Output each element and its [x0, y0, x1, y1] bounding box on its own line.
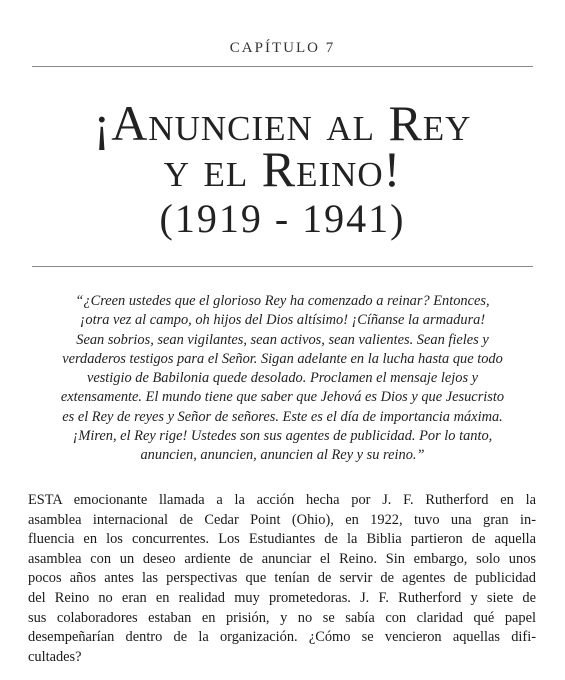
body-line: sus colaboradores estaban en prisión, y no se sabía con claridad qué papel	[28, 609, 536, 626]
body-line: del Reino no eran en realidad muy prometedoras. J. F. Rutherford y siete de	[28, 589, 536, 606]
quote-line: ¡Miren, el Rey rige! Ustedes son sus agentes de publicidad. Por lo tanto,	[72, 428, 493, 445]
chapter-title-line-1: ¡Anuncien al Rey	[93, 95, 472, 151]
body-paragraph	[28, 491, 536, 667]
body-line: pocos años antes las perspectivas que tenían de servir de agentes de publicidad	[28, 570, 536, 587]
body-line: asamblea internacional de Cedar Point (Ohio), en 1922, tuvo una gran in-	[28, 511, 536, 528]
quote-line: extensamente. El mundo tiene que saber que Jehová es Dios y que Jesucristo	[60, 389, 505, 406]
body-line: asamblea con un deseo ardiente de anunciar el Reino. Sin embargo, solo unos	[28, 550, 536, 567]
quote-line: es el Rey de reyes y Señor de señores. Este es el día de importancia máxima.	[62, 408, 503, 425]
body-line: desempeñarían dentro de la organización. ¿Cómo se vencieron aquellas difi-	[28, 629, 536, 646]
quote-line: Sean sobrios, sean vigilantes, sean activos, sean valientes. Sean fieles y	[76, 331, 489, 348]
body-line: ESTA emocionante llamada a la acción hecha por J. F. Rutherford en la	[28, 492, 536, 508]
body-line: cultades?	[28, 648, 82, 665]
quote-line: anuncien, anuncien, anuncien al Rey y su reino.”	[140, 447, 425, 464]
chapter-heading: CAPÍTULO 7	[229, 40, 336, 56]
quote-line: vestigio de Babilonia quede desolado. Proclamen el mensaje lejos y	[86, 370, 479, 387]
chapter-title-line-2: y el Reino!	[163, 141, 402, 197]
bottom-rule	[32, 266, 533, 267]
chapter-title-years: (1919 - 1941)	[159, 196, 406, 241]
body-line: fluencia en los concurrentes. Los Estudiantes de la Biblia partieron de aquella	[28, 531, 536, 548]
top-rule	[32, 66, 533, 67]
quote-line: verdaderos testigos para el Señor. Sigan adelante en la lucha hasta que todo	[62, 350, 503, 367]
epigraph-quote	[40, 292, 525, 466]
quote-line: ¡otra vez al campo, oh hijos del Dios altísimo! ¡Cíñanse la armadura!	[79, 312, 486, 329]
quote-line: “¿Creen ustedes que el glorioso Rey ha comenzado a reinar? Entonces,	[75, 293, 490, 309]
